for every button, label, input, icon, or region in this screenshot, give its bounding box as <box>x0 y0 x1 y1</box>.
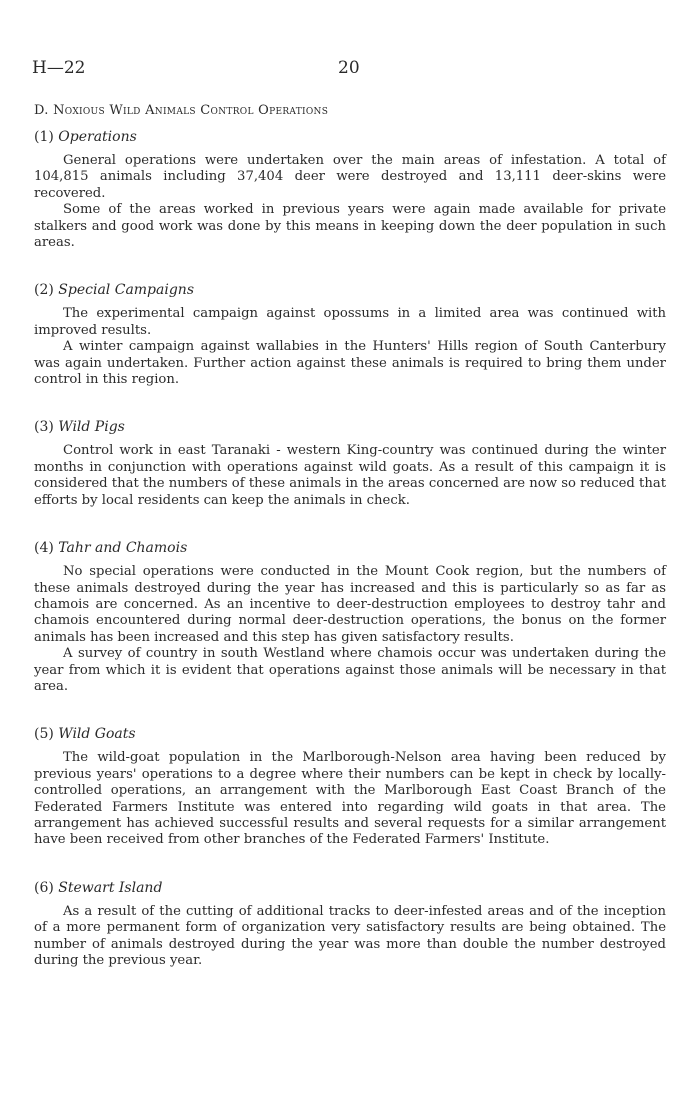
section-heading <box>34 540 666 556</box>
section-number: (5) <box>34 726 54 743</box>
section-heading <box>34 726 666 742</box>
section-number: (4) <box>34 540 54 557</box>
section-heading <box>34 129 666 145</box>
paragraph: Some of the areas worked in previous years were again made available for private stalkers and good work was done by this means in keeping down the deer population in such areas. <box>34 202 666 251</box>
paragraph: No special operations were conducted in the Mount Cook region, but the numbers of these animals destroyed during the year has increased and this is particularly so as far as chamois are concerned. As an incentive to deer-destruction employees to destroy tahr and chamois encountered during normal deer-destruction operations, the bonus on the former animals has been increased and this step has given satisfactory results. <box>34 564 666 645</box>
section-number: (1) <box>34 129 54 145</box>
section-number: (3) <box>34 419 54 436</box>
section-title: Operations <box>58 129 137 145</box>
paragraph: The wild-goat population in the Marlborough-Nelson area having been reduced by previous years' operations to a degree where their numbers can be kept in check by locally-controlled operations, an arrangement with the Marlborough East Coast Branch of the Federated Farmers Institute was entered into regarding wild goats in that area. The arrangement has achieved successful results and several requests for a similar arrangement have been received from other branches of the Federated Farmers' Institute. <box>34 750 666 848</box>
section-number: (2) <box>34 282 54 299</box>
section-tahr-and-chamois <box>34 540 666 695</box>
section-heading <box>34 880 666 896</box>
running-header <box>32 58 668 82</box>
part-title: D. Noxious Wild Animals Control Operations <box>34 103 329 118</box>
page-number: 20 <box>338 58 360 78</box>
paragraph: General operations were undertaken over the main areas of infestation. A total of 104,815 animals including 37,404 deer were destroyed and 13,111 deer-skins were recovered. <box>34 153 666 201</box>
report-reference: H—22 <box>32 58 86 78</box>
section-title: Tahr and Chamois <box>58 540 188 557</box>
paragraph: A winter campaign against wallabies in the Hunters' Hills region of South Canterbury was again undertaken. Further action against these animals is required to bring them under control in this region. <box>34 339 666 388</box>
paragraph: A survey of country in south Westland where chamois occur was undertaken during the year from which it is evident that operations against those animals will be necessary in that area. <box>34 646 666 694</box>
section-heading <box>34 282 666 298</box>
paragraph: The experimental campaign against opossums in a limited area was continued with improved results. <box>34 306 666 338</box>
paragraph: Control work in east Taranaki - western King-country was continued during the winter months in conjunction with operations against wild goats. As a result of this campaign it is considered that the numbers of these animals in the areas concerned are now so reduced that efforts by local residents can keep the animals in check. <box>34 443 666 508</box>
section-heading <box>34 419 666 435</box>
section-number: (6) <box>34 879 54 896</box>
section-special-campaigns <box>34 282 666 388</box>
paragraph: As a result of the cutting of additional tracks to deer-infested areas and of the inception of a more permanent form of organization very satisfactory results are being obtained. The number of animals destroyed during the year was more than double the number destroyed during the previous year. <box>34 903 666 968</box>
page-content <box>34 103 666 969</box>
section-operations <box>34 129 666 251</box>
section-title: Stewart Island <box>58 879 163 896</box>
section-title: Special Campaigns <box>58 282 195 299</box>
section-wild-goats <box>34 726 666 848</box>
section-title: Wild Goats <box>58 726 136 743</box>
section-title: Wild Pigs <box>58 419 125 436</box>
section-stewart-island <box>34 880 666 970</box>
section-wild-pigs <box>34 419 666 509</box>
